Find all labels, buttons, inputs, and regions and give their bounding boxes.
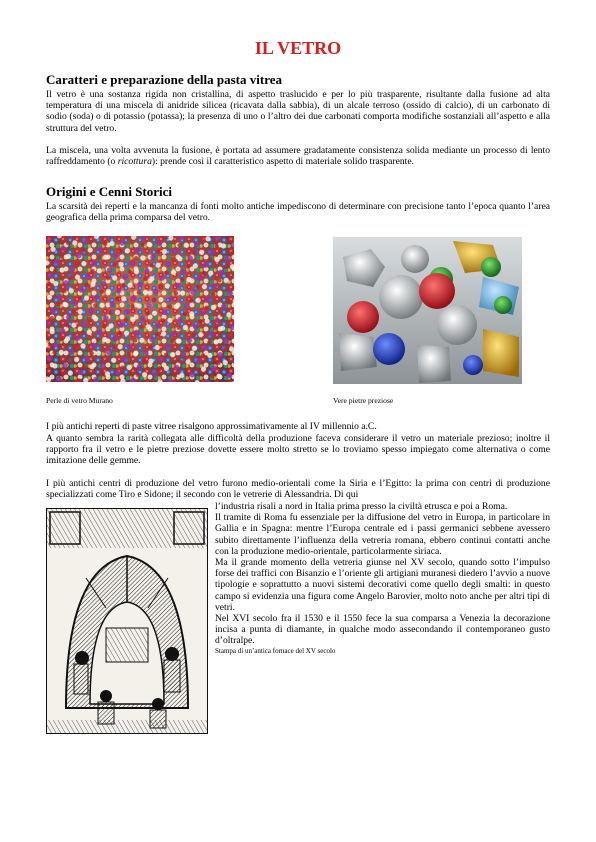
gems-caption: Vere pietre preziose bbox=[333, 396, 394, 405]
beads-image bbox=[46, 236, 234, 382]
paragraph-definition: Il vetro è una sostanza rigida non cristallina, di aspetto traslucido e per lo più trasparente, risultante dalla fusione ad alta temperatura di una miscela di anidride silicea (ricavata dalla sabbia), di un alcale terroso (ossido di calcio), di un carbonato di sodio (soda) o di potassio (potassa); la presenza di uno o l’altro dei due carbonati comporta modifiche sostanziali all’aspetto e alla struttura del vetro. bbox=[46, 89, 550, 134]
italic-term-ricottura: ricottura bbox=[117, 156, 152, 168]
paragraph-oldest-finds: I più antichi reperti di paste vitree risalgono approssimativamente al IV millennio a.C. bbox=[46, 421, 377, 432]
paragraph-rome: Il tramite di Roma fu essenziale per la diffusione del vetro in Europa, in particolare in Gallia e in Spagna: mentre l’Europa centrale ed i passi germanici sebbene avessero subito direttamente l’influenza della vetreria romana, ebbero continui contatti anche con la produzione medio-orientale, particolarmente siriaca. bbox=[215, 512, 550, 557]
woodcut-image bbox=[46, 508, 208, 734]
paragraph-fusion bbox=[46, 145, 550, 167]
paragraph-fusion-text-a: La miscela, una volta avvenuta la fusione, è portata ad assumere gradatamente consistenza solida mediante un processo di lento raffreddamento (o bbox=[46, 145, 550, 168]
section-heading-origini: Origini e Cenni Storici bbox=[46, 184, 173, 199]
furnace-woodcut bbox=[46, 508, 208, 734]
beads-caption: Perle di vetro Murano bbox=[46, 396, 113, 405]
paragraph-origins: La scarsità dei reperti e la mancanza di fonti molto antiche impediscono di determinare con precisione tanto l’epoca quanto l’area geografica della prima comparsa del vetro. bbox=[46, 201, 550, 224]
paragraph-rarity: A quanto sembra la rarità collegata alle difficoltà della produzione faceva considerare il vetro un materiale prezioso; inoltre il rapporto fra il vetro e le pietre preziose dovette essere molto stretto se lo troviamo spesso impiegato come alternativa o come imitazione delle gemme. bbox=[46, 433, 550, 467]
gemstones-photo bbox=[333, 237, 522, 384]
paragraph-sixteenth-century: Nel XVI secolo fra il 1530 e il 1550 fece la sua comparsa a Venezia la decorazione incisa a punta di diamante, in qualche modo assecondando il contemporaneo gusto d’oltralpe. bbox=[215, 613, 550, 647]
page-title: IL VETRO bbox=[254, 38, 342, 58]
paragraph-fifteenth-century: Ma il grande momento della vetreria giunse nel XV secolo, quando sotto l’impulso forse dei traffici con Bisanzio e l’oriente gli artigiani muranesi diedero l’avvio a nuove tipologie e soprattutto a nuovi sistemi decorativi come quello degli smalti: in questo campo si evidenzia una figura come Angelo Barovier, molto noto anche per altri tipi di vetri. bbox=[215, 557, 550, 613]
paragraph-centers: I più antichi centri di produzione del vetro furono medio-orientali come la Siria e l’Egitto: la prima con centri di produzione specializzati come Tiro e Sidone; il secondo con le vetrerie di Alessandria. Di qui bbox=[46, 478, 550, 501]
paragraph-fusion-text-b: ): prende così il caratteristico aspetto di materiale solido trasparente. bbox=[151, 156, 415, 168]
woodcut-caption: Stampa di un’antica fornace del XV secolo bbox=[215, 646, 336, 655]
woodcut-side-column bbox=[215, 501, 550, 656]
gems-image bbox=[333, 237, 522, 384]
section-heading-caratteri: Caratteri e preparazione della pasta vitrea bbox=[46, 72, 282, 87]
paragraph-centers-continued: l’industria risalì a nord in Italia prima presso la civiltà etrusca e poi a Roma. bbox=[215, 501, 508, 512]
murano-beads-photo bbox=[46, 236, 234, 382]
